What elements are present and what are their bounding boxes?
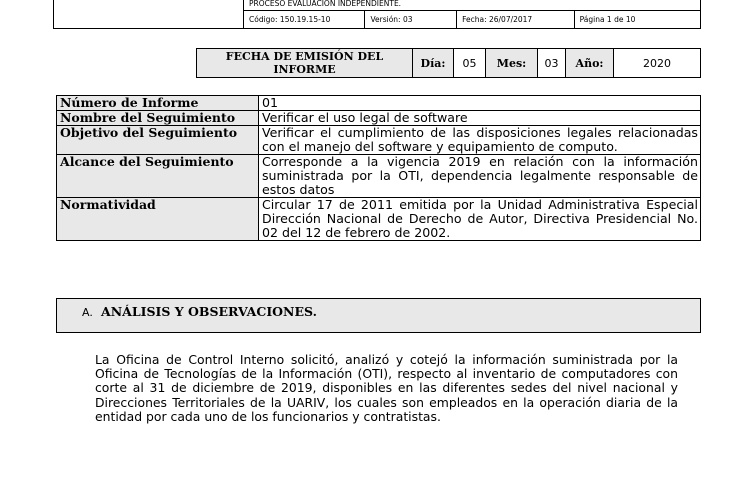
doc-version: Versión: 03	[365, 11, 457, 28]
row-value: 01	[259, 96, 701, 111]
row-label: Normatividad	[57, 198, 259, 241]
day-label: Día:	[413, 49, 454, 77]
process-name: PROCESO EVALUACIÓN INDEPENDIENTE.	[243, 0, 700, 11]
doc-page: Página 1 de 10	[579, 15, 636, 24]
row-label: Alcance del Seguimiento	[57, 155, 259, 198]
row-value: Verificar el uso legal de software	[259, 111, 701, 126]
document-control-header	[53, 0, 701, 29]
report-info-table	[56, 95, 701, 241]
emission-date-table	[196, 48, 701, 78]
day-value: 05	[454, 49, 486, 77]
table-row	[57, 126, 701, 155]
doc-code: Código: 150.19.15-10	[244, 11, 365, 28]
month-value: 03	[538, 49, 566, 77]
table-row	[57, 111, 701, 126]
month-label: Mes:	[486, 49, 538, 77]
section-letter: A.	[82, 306, 93, 319]
year-label: Año:	[566, 49, 614, 77]
year-value: 2020	[643, 56, 671, 70]
section-heading	[56, 298, 701, 333]
emission-title: FECHA DE EMISIÓN DEL INFORME	[197, 49, 413, 77]
table-row	[57, 96, 701, 111]
table-row	[57, 198, 701, 241]
row-label: Objetivo del Seguimiento	[57, 126, 259, 155]
analysis-paragraph: La Oficina de Control Interno solicitó, analizó y cotejó la información suministrada por la Oficina de Tecnologías de la Información (OTI), respecto al inventario de computadores con corte al 31 de diciembre de 2019, disponibles en las diferentes sedes del nivel nacional y Direcciones Territoriales de la UARIV, los cuales son empleados en la operación diaria de la entidad por cada uno de los funcionarios y contratistas.	[95, 352, 678, 424]
row-value: Verificar el cumplimiento de las disposiciones legales relacionadas con el manejo del software y equipamiento de computo.	[259, 126, 701, 155]
section-title: ANÁLISIS Y OBSERVACIONES.	[101, 304, 317, 319]
doc-date: Fecha: 26/07/2017	[457, 11, 574, 28]
row-label: Nombre del Seguimiento	[57, 111, 259, 126]
row-label: Número de Informe	[57, 96, 259, 111]
table-row	[57, 155, 701, 198]
row-value: Circular 17 de 2011 emitida por la Unidad Administrativa Especial Dirección Nacional de Derecho de Autor, Directiva Presidencial No. 02 del 12 de febrero de 2002.	[259, 198, 701, 241]
row-value: Corresponde a la vigencia 2019 en relación con la información suministrada por la OTI, dependencia legalmente responsable de estos datos	[259, 155, 701, 198]
document-control-row	[243, 11, 700, 28]
